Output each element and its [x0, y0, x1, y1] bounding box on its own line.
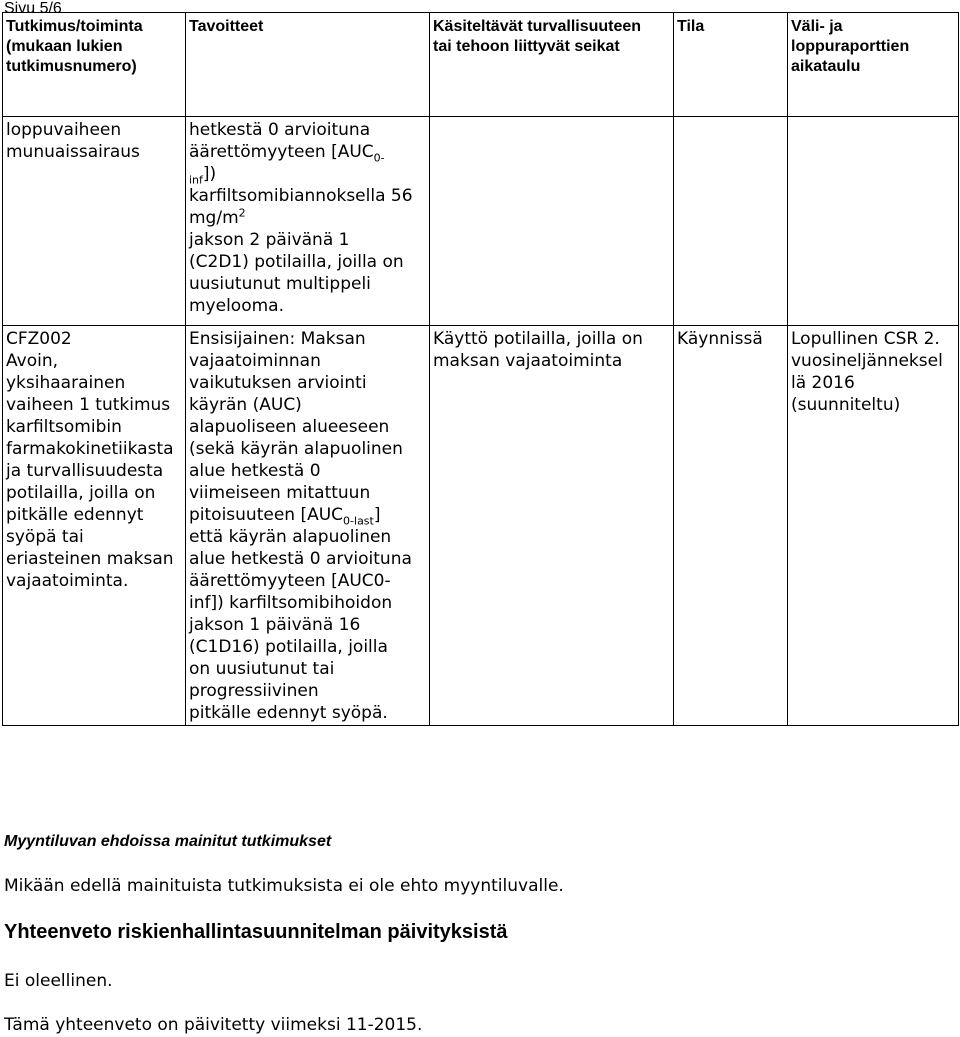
status-cell: Käynnissä [674, 326, 788, 726]
status-cell [674, 117, 788, 326]
page-number: Sivu 5/6 [4, 0, 62, 17]
table-row [3, 117, 959, 326]
last-updated-text: Tämä yhteenveto on päivitetty viimeksi 11-2015. [4, 1015, 423, 1035]
schedule-cell [788, 117, 959, 326]
conditions-heading: Myyntiluvan ehdoissa mainitut tutkimukset [4, 833, 332, 850]
header-safety-issues: Käsiteltävät turvallisuuteen tai tehoon liittyvät seikat [430, 13, 674, 117]
goal-cell: hetkestä 0 arvioituna äärettömyyteen [$AUC_{0-}$ $_{inf}$]) karfiltsomibiannoksella 56 $mg/m^2$ jakson 2 päivänä 1 (C2D1) potilailla, joilla on uusiutunut multippeli myelooma. [186, 117, 430, 326]
table-row [3, 326, 959, 726]
schedule-cell: Lopullinen CSR 2. vuosineljänneksel lä 2016 (suunniteltu) [788, 326, 959, 726]
rmp-updates-text: Ei oleellinen. [4, 971, 113, 991]
safety-cell [430, 117, 674, 326]
table-header-row [3, 13, 959, 117]
header-schedule: Väli- ja loppuraporttien aikataulu [788, 13, 959, 117]
header-study: Tutkimus/toiminta (mukaan lukien tutkimusnumero) [3, 13, 186, 117]
goal-cell: Ensisijainen: Maksan vajaatoiminnan vaikutuksen arviointi käyrän (AUC) alapuoliseen alueeseen (sekä käyrän alapuolinen alue hetkestä 0 viimeiseen mitattuun pitoisuuteen $[AUC_{0-last}]$ että käyrän alapuolinen alue hetkestä 0 arvioituna äärettömyyteen [AUC0- inf]) karfiltsomibihoidon jakson 1 päivänä 16 (C1D16) potilailla, joilla on uusiutunut tai progressiivinen pitkälle edennyt syöpä. [186, 326, 430, 726]
study-cell: loppuvaiheen munuaissairaus [3, 117, 186, 326]
safety-cell: Käyttö potilailla, joilla on maksan vajaatoiminta [430, 326, 674, 726]
study-cell: CFZ002 Avoin, yksihaarainen vaiheen 1 tutkimus karfiltsomibin farmakokinetiikasta ja turvallisuudesta potilailla, joilla on pitkälle edennyt syöpä tai eriasteinen maksan vajaatoiminta. [3, 326, 186, 726]
rmp-updates-heading: Yhteenveto riskienhallintasuunnitelman päivityksistä [4, 921, 508, 943]
header-goals: Tavoitteet [186, 13, 430, 117]
header-status: Tila [674, 13, 788, 117]
conditions-text: Mikään edellä mainituista tutkimuksista ei ole ehto myyntiluvalle. [4, 876, 564, 896]
studies-table [2, 12, 959, 726]
